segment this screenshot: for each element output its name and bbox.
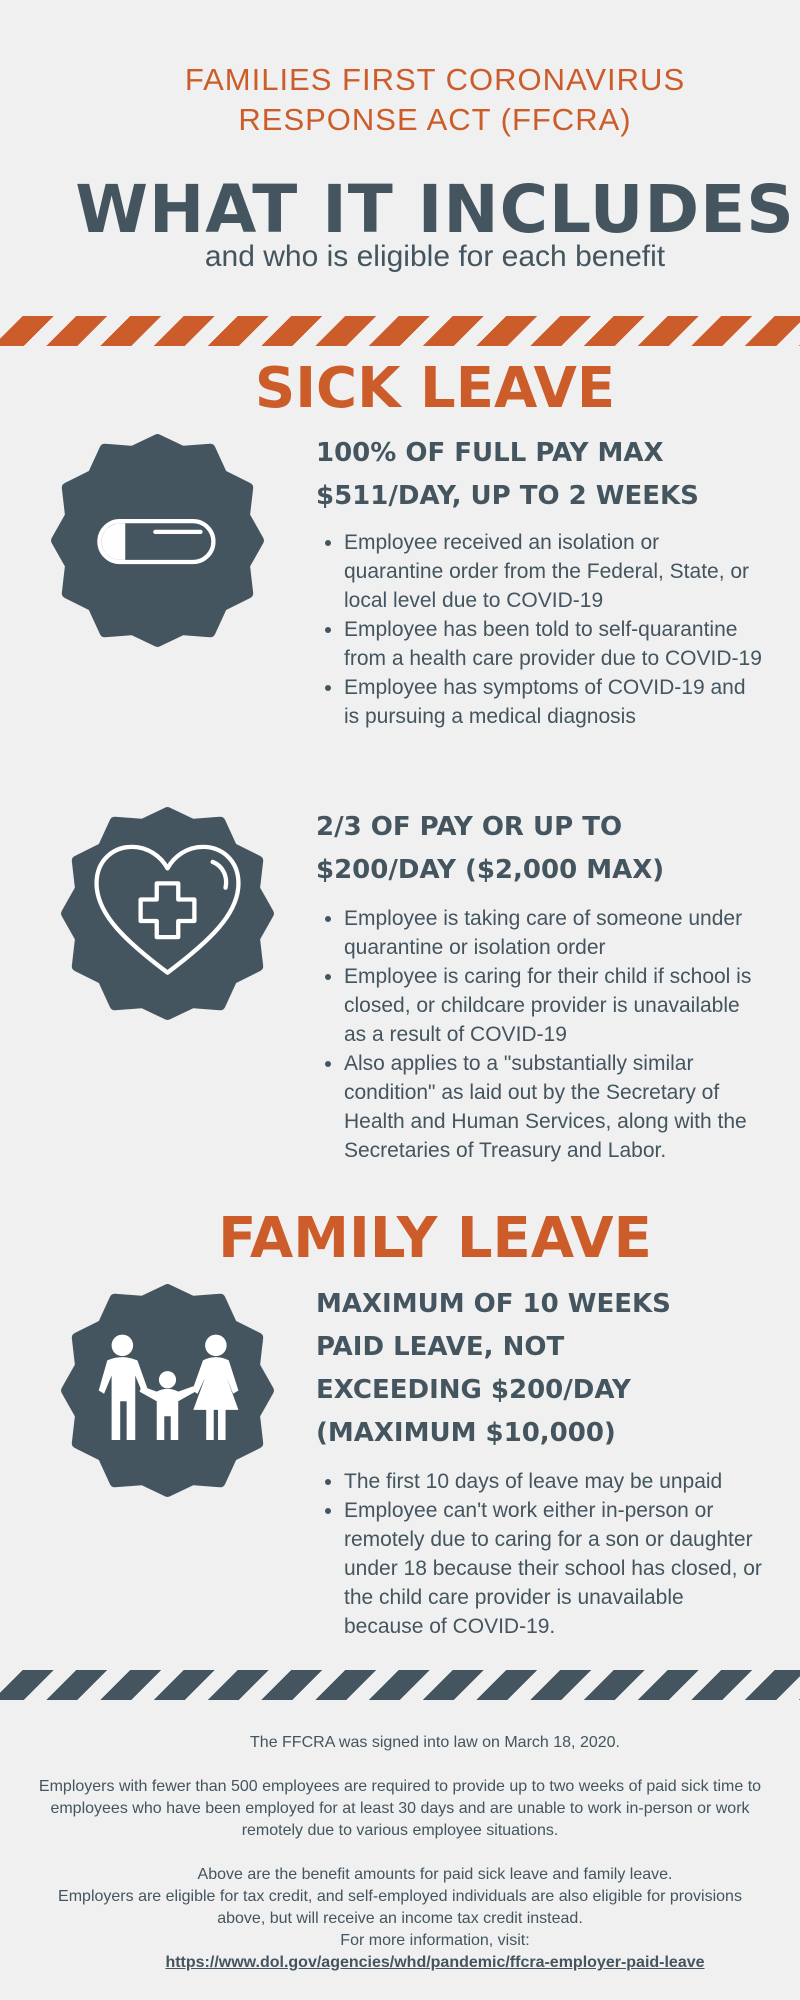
subtitle-line-2: RESPONSE ACT (FFCRA) (238, 102, 632, 137)
dol-info-link[interactable]: https://www.dol.gov/agencies/whd/pandemic/ffcra-employer-paid-leave (165, 1954, 705, 1971)
sick-benefit-2-heading-line-1: 2/3 OF PAY OR UP TO (316, 812, 623, 842)
list-item: • Employee can't work either in-person or remotely due to caring for a son or daughter under 18 because their school has closed, or the child care provider is unavailable because of COVID-19. (344, 1496, 764, 1641)
orange-stripe-divider (0, 316, 800, 346)
family-leave-heading-line-3: EXCEEDING $200/DAY (316, 1375, 631, 1405)
list-item: • Employee received an isolation or quarantine order from the Federal, State, or local level due to COVID-19 (344, 528, 764, 615)
family-leave-heading-line-1: MAXIMUM OF 10 WEEKS (316, 1289, 671, 1319)
heart-cross-icon (60, 806, 275, 1021)
sick-benefit-1-eligibility-list (316, 528, 764, 731)
list-item: • Employee is taking care of someone under quarantine or isolation order (344, 904, 764, 962)
pill-icon (50, 433, 265, 648)
list-item: • The first 10 days of leave may be unpaid (344, 1467, 764, 1496)
benefit-amounts-note: Above are the benefit amounts for paid sick leave and family leave. (197, 1866, 673, 1883)
tax-credit-note: Employers are eligible for tax credit, and self-employed individuals are also eligible for provisions above, but will receive an income tax credit instead. (58, 1888, 742, 1927)
family-leave-heading (316, 1283, 736, 1455)
sick-leave-title: SICK LEAVE (254, 356, 616, 421)
family-icon (60, 1283, 275, 1498)
slate-stripe-divider (0, 1670, 800, 1700)
sick-benefit-1-heading-line-2: $511/DAY, UP TO 2 WEEKS (316, 481, 699, 511)
family-leave-heading-line-4: (MAXIMUM $10,000) (316, 1418, 616, 1448)
list-item: • Employee has been told to self-quarantine from a health care provider due to COVID-19 (344, 615, 764, 673)
list-item: • Also applies to a "substantially similar condition" as laid out by the Secretary of Health and Human Services, along with the Secretaries of Treasury and Labor. (344, 1049, 764, 1165)
sick-benefit-2-eligibility-list (316, 904, 764, 1165)
sick-benefit-2-heading-line-2: $200/DAY ($2,000 MAX) (316, 855, 665, 885)
tagline: and who is eligible for each benefit (204, 240, 666, 273)
page-title: WHAT IT INCLUDES (75, 171, 795, 248)
family-leave-title: FAMILY LEAVE (218, 1206, 652, 1271)
more-info-label: For more information, visit: (340, 1932, 530, 1949)
subtitle-line-1: FAMILIES FIRST CORONAVIRUS (184, 62, 686, 97)
family-leave-heading-line-2: PAID LEAVE, NOT (316, 1332, 565, 1362)
sick-benefit-1-heading (316, 432, 736, 518)
family-leave-eligibility-list (316, 1467, 764, 1641)
list-item: • Employee is caring for their child if school is closed, or childcare provider is unavailable as a result of COVID-19 (344, 962, 764, 1049)
sick-benefit-1-heading-line-1: 100% OF FULL PAY MAX (316, 438, 664, 468)
list-item: • Employee has symptoms of COVID-19 and is pursuing a medical diagnosis (344, 673, 764, 731)
sick-benefit-2-heading (316, 806, 736, 892)
signed-date-note: The FFCRA was signed into law on March 18, 2020. (250, 1734, 620, 1751)
employer-requirement-note: Employers with fewer than 500 employees are required to provide up to two weeks of paid sick time to employees who have been employed for at least 30 days and are unable to work in-person or work remotely due to various employee situations. (38, 1778, 762, 1839)
subtitle (0, 60, 800, 140)
